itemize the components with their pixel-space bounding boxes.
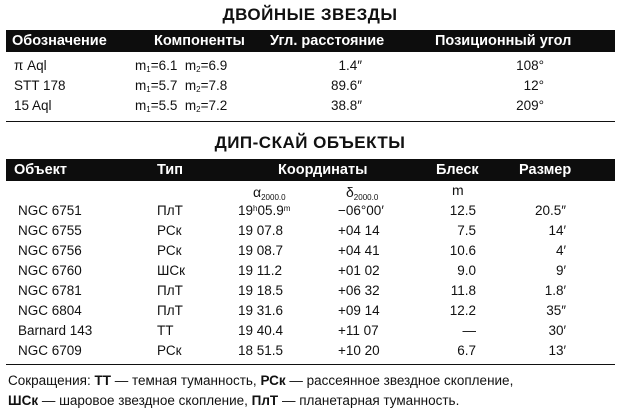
object-type: РСк: [157, 223, 182, 238]
col-object-header: Объект: [14, 162, 68, 178]
double-star-separation: 89.6″: [330, 78, 362, 93]
abbreviations-note: [8, 371, 618, 411]
object-name: NGC 6709: [18, 343, 82, 358]
double-stars-bottom-rule: [6, 121, 615, 122]
object-size: 14′: [548, 223, 566, 238]
object-mag: 10.6: [449, 243, 476, 258]
col-mag-header: Блеск: [436, 162, 479, 178]
abbr-term: РСк: [260, 373, 286, 388]
object-name: NGC 6756: [18, 243, 82, 258]
col-type-header: Тип: [157, 162, 183, 178]
deep-sky-header: [6, 159, 615, 181]
object-name: NGC 6804: [18, 303, 82, 318]
object-type: ПлТ: [157, 283, 183, 298]
abbreviations-lead: Сокращения:: [8, 373, 91, 388]
object-name: NGC 6781: [18, 283, 82, 298]
deep-sky-title: ДИП-СКАЙ ОБЪЕКТЫ: [214, 133, 406, 152]
object-dec: +09 14: [338, 303, 380, 318]
col-size-header: Размер: [519, 162, 572, 178]
double-star-position-angle: 108°: [516, 58, 544, 73]
abbr-definition: — рассеянное звездное скопление,: [285, 373, 514, 388]
object-dec: +04 14: [338, 223, 380, 238]
deep-sky-bottom-rule: [6, 364, 615, 365]
object-ra: 19 31.6: [238, 303, 284, 318]
double-star-name: π Aql: [14, 58, 47, 73]
object-dec: +10 20: [338, 343, 380, 358]
ra-subheader: $\alpha_{2000.0}$: [253, 184, 286, 202]
object-mag: 11.8: [450, 283, 476, 298]
object-mag: 12.2: [449, 303, 476, 318]
object-size: 35″: [546, 303, 566, 318]
object-mag: 12.5: [449, 203, 476, 218]
col-coords-header: Координаты: [278, 162, 368, 178]
object-ra: 19 11.2: [238, 263, 283, 278]
abbr-term: ШСк: [8, 393, 39, 408]
object-type: ТТ: [157, 323, 174, 338]
object-type: РСк: [157, 343, 182, 358]
object-type: РСк: [157, 243, 182, 258]
abbr-definition: — планетарная туманность.: [278, 393, 460, 408]
double-stars-title: ДВОЙНЫЕ ЗВЕЗДЫ: [222, 5, 398, 24]
mag-unit-subheader: m: [452, 182, 464, 198]
object-name: Barnard 143: [18, 323, 93, 338]
object-mag: 7.5: [457, 223, 476, 238]
object-size: 4′: [555, 243, 566, 258]
double-star-separation: 38.8″: [330, 98, 362, 113]
object-dec: +11 07: [338, 323, 379, 338]
col-position-angle-header: Позиционный угол: [435, 33, 572, 49]
object-mag: 6.7: [457, 343, 476, 358]
object-ra: 19 08.7: [238, 243, 284, 258]
object-ra: 19 18.5: [238, 283, 284, 298]
abbr-definition: — шаровое звездное скопление,: [38, 393, 252, 408]
dec-subheader: $\delta_{2000.0}$: [346, 184, 379, 202]
object-type: ПлТ: [157, 203, 183, 218]
col-separation-header: Угл. расстояние: [270, 33, 385, 49]
abbr-term: ПлТ: [251, 393, 279, 408]
double-star-position-angle: 12°: [523, 78, 544, 93]
object-dec: +04 41: [338, 243, 380, 258]
object-size: 9′: [555, 263, 566, 278]
object-mag: 9.0: [457, 263, 476, 278]
object-ra: 18 51.5: [238, 343, 284, 358]
abbr-definition: — темная туманность,: [110, 373, 261, 388]
object-size: 30′: [548, 323, 566, 338]
double-star-components: $m_1=5.7$ $m_2=7.8$: [135, 78, 228, 94]
double-star-name: STT 178: [14, 78, 66, 93]
object-name: NGC 6755: [18, 223, 82, 238]
object-ra: 19 40.4: [238, 323, 284, 338]
object-name: NGC 6760: [18, 263, 82, 278]
object-size: 20.5″: [534, 203, 566, 218]
object-size: 1.8′: [544, 283, 566, 298]
object-dec: +06 32: [338, 283, 380, 298]
object-type: ШСк: [157, 263, 186, 278]
col-designation-header: Обозначение: [12, 33, 107, 49]
double-star-name: 15 Aql: [14, 98, 52, 113]
double-star-position-angle: 209°: [516, 98, 544, 113]
col-components-header: Компоненты: [154, 33, 245, 49]
double-star-components: $m_1=5.5$ $m_2=7.2$: [135, 98, 228, 114]
object-type: ПлТ: [157, 303, 183, 318]
object-size: 13′: [548, 343, 566, 358]
object-name: NGC 6751: [18, 203, 82, 218]
double-star-components: $m_1=6.1$ $m_2=6.9$: [135, 58, 228, 74]
object-ra: 19$^h$05.9$^m$: [238, 203, 291, 218]
abbr-term: ТТ: [94, 373, 111, 388]
double-stars-header: [6, 30, 615, 52]
object-dec: +01 02: [338, 263, 380, 278]
object-ra: 19 07.8: [238, 223, 284, 238]
double-star-separation: 1.4″: [338, 58, 362, 73]
object-mag: —: [462, 323, 476, 338]
object-dec: −06°00′: [338, 203, 384, 218]
